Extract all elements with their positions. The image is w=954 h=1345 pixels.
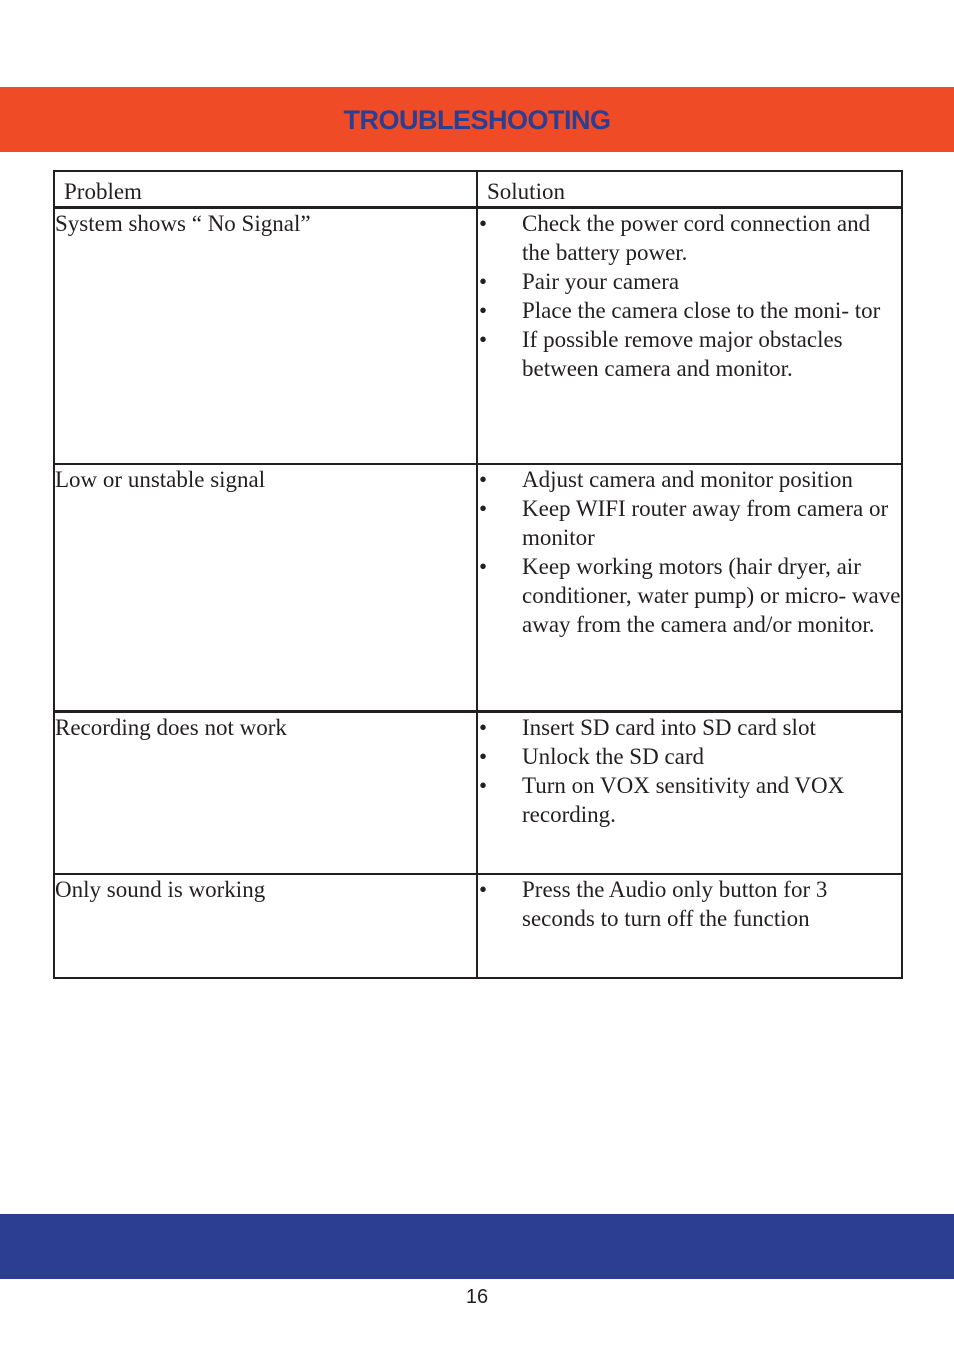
solution-text: If possible remove major obstacles between camera and monitor. (522, 327, 843, 381)
solution-text: Insert SD card into SD card slot (522, 715, 816, 740)
solution-item (478, 325, 901, 383)
solution-text: Unlock the SD card (522, 744, 705, 769)
solution-list (478, 465, 901, 639)
solution-text: Adjust camera and monitor position (522, 467, 853, 492)
problem-cell: Low or unstable signal (54, 464, 477, 712)
table-row (54, 208, 902, 465)
column-header-problem: Problem (54, 171, 477, 208)
bullet-icon: • (479, 211, 488, 236)
problem-cell: Recording does not work (54, 712, 477, 875)
bullet-icon: • (479, 298, 488, 323)
table-row (54, 464, 902, 712)
solution-list (478, 875, 901, 933)
solution-cell (477, 874, 902, 978)
solution-item (478, 552, 901, 639)
solution-item (478, 296, 901, 325)
solution-text: Check the power cord connection and the battery power. (522, 211, 871, 265)
solution-cell (477, 208, 902, 465)
page-title: TROUBLESHOOTING (343, 105, 611, 135)
solution-item (478, 713, 901, 742)
solution-item (478, 875, 901, 933)
solution-text: Keep working motors (hair dryer, air conditioner, water pump) or micro- wave away from the camera and/or monitor. (522, 554, 901, 637)
footer-band (0, 1214, 954, 1279)
bullet-icon: • (479, 467, 488, 492)
solution-item (478, 209, 901, 267)
solution-text: Place the camera close to the moni- tor (522, 298, 881, 323)
bullet-icon: • (479, 877, 488, 902)
bullet-icon: • (479, 773, 488, 798)
solution-text: Turn on VOX sensitivity and VOX recording. (522, 773, 845, 827)
solution-text: Keep WIFI router away from camera or monitor (522, 496, 889, 550)
problem-cell: Only sound is working (54, 874, 477, 978)
bullet-icon: • (479, 496, 488, 521)
bullet-icon: • (479, 327, 488, 352)
table-row (54, 874, 902, 978)
bullet-icon: • (479, 715, 488, 740)
troubleshooting-table (53, 170, 903, 979)
solution-item (478, 465, 901, 494)
solution-text: Pair your camera (522, 269, 680, 294)
problem-cell: System shows “ No Signal” (54, 208, 477, 465)
solution-cell (477, 464, 902, 712)
solution-cell (477, 712, 902, 875)
page-number: 16 (465, 1286, 489, 1308)
solution-list (478, 209, 901, 383)
column-header-solution: Solution (477, 171, 902, 208)
bullet-icon: • (479, 554, 488, 579)
bullet-icon: • (479, 269, 488, 294)
table-header-row (54, 171, 902, 208)
solution-list (478, 713, 901, 829)
table-row (54, 712, 902, 875)
bullet-icon: • (479, 744, 488, 769)
solution-item (478, 771, 901, 829)
solution-item (478, 742, 901, 771)
solution-item (478, 267, 901, 296)
header-band (0, 87, 954, 152)
solution-text: Press the Audio only button for 3 seconds to turn off the function (522, 877, 828, 931)
solution-item (478, 494, 901, 552)
